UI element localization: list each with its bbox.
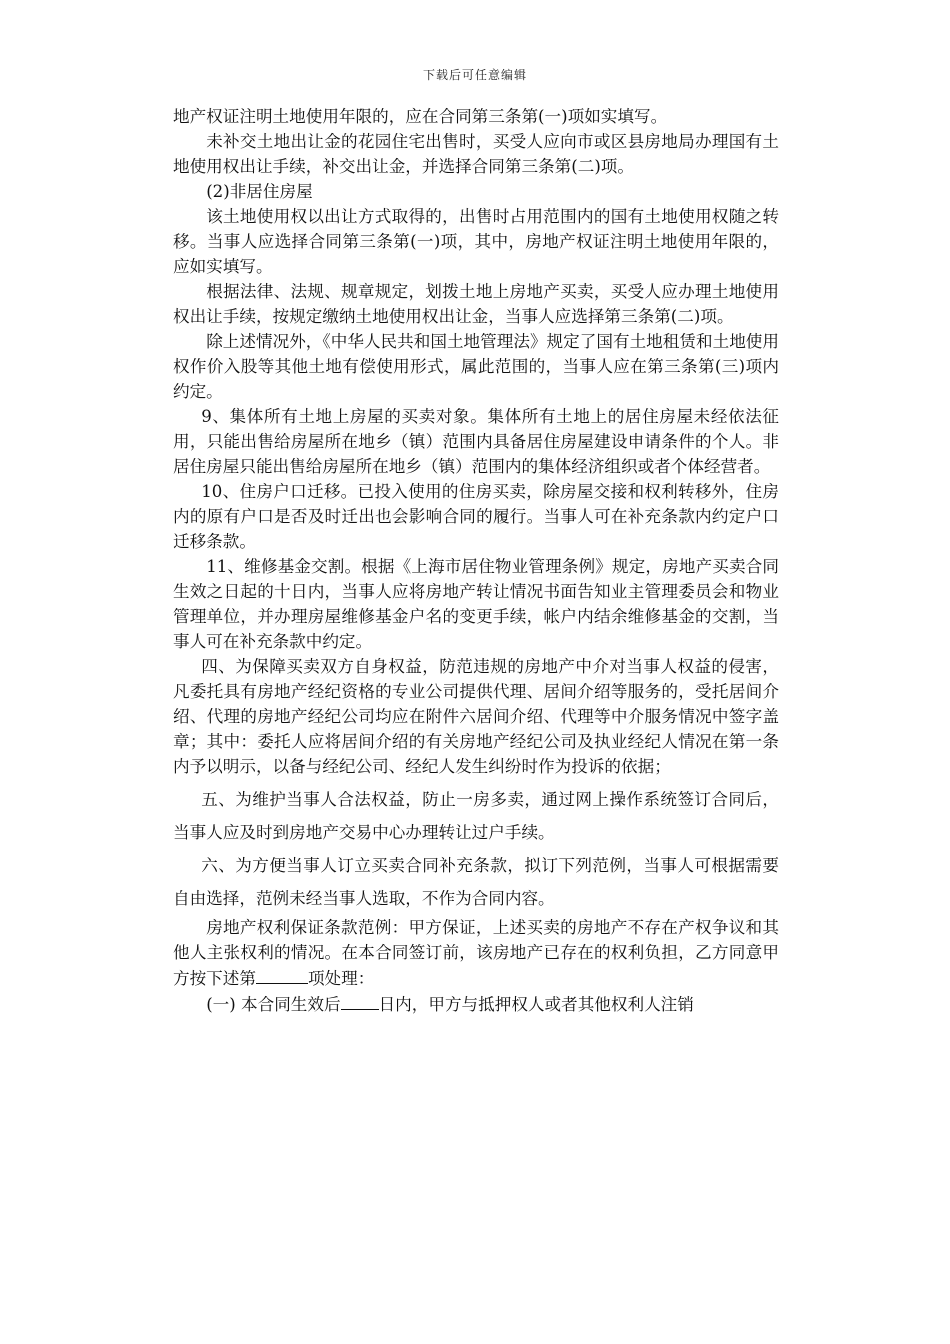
paragraph-11: 五、为维护当事人合法权益，防止一房多卖，通过网上操作系统签订合同后，当事人应及时到房地产交易中心办理转让过户手续。 — [173, 790, 779, 842]
paragraph-8: 10、住房户口迁移。已投入使用的住房买卖，除房屋交接和权利转移外，住房内的原有户口是否及时迁出也会影响合同的履行。当事人可在补充条款内约定户口迁移条款。 — [173, 482, 779, 551]
clause-item-1 — [173, 991, 779, 1017]
paragraph-12: 六、为方便当事人订立买卖合同补充条款，拟订下列范例，当事人可根据需要自由选择，范例未经当事人选取，不作为合同内容。 — [173, 856, 779, 908]
item-text: (一) 本合同生效后 — [206, 995, 341, 1014]
clause-example — [173, 915, 779, 991]
paragraph-2: 未补交土地出让金的花园住宅出售时，买受人应向市或区县房地局办理国有土地使用权出让手续，补交出让金，并选择合同第三条第(二)项。 — [173, 132, 779, 176]
item-text-end: 日内，甲方与抵押权人或者其他权利人注销 — [378, 995, 694, 1014]
document-body — [173, 104, 779, 1017]
paragraph-7: 9、集体所有土地上房屋的买卖对象。集体所有土地上的居住房屋未经依法征用，只能出售给房屋所在地乡（镇）范围内具备居住房屋建设申请条件的个人。非居住房屋只能出售给房屋所在地乡（镇）范围内的集体经济组织或者个体经营者。 — [173, 407, 779, 476]
page-header: 下载后可任意编辑 — [422, 68, 527, 82]
clause-blank — [256, 965, 308, 984]
clause-text: 房地产权利保证条款范例：甲方保证，上述买卖的房地产不存在产权争议和其他人主张权利的情况。在本合同签订前，该房地产已存在的权利负担，乙方同意甲方按下述第 — [173, 918, 779, 988]
paragraph-3: (2)非居住房屋 — [206, 182, 313, 201]
paragraph-9: 11、维修基金交割。根据《上海市居住物业管理条例》规定，房地产买卖合同生效之日起的十日内，当事人应将房地产转让情况书面告知业主管理委员会和物业管理单位，并办理房屋维修基金户名的变更手续，帐户内结余维修基金的交割，当事人可在补充条款中约定。 — [173, 557, 779, 651]
paragraph-6: 除上述情况外，《中华人民共和国土地管理法》规定了国有土地租赁和土地使用权作价入股等其他土地有偿使用形式，属此范围的，当事人应在第三条第(三)项内约定。 — [173, 332, 779, 401]
paragraph-5: 根据法律、法规、规章规定，划拨土地上房地产买卖，买受人应办理土地使用权出让手续，按规定缴纳土地使用权出让金，当事人应选择第三条第(二)项。 — [173, 282, 779, 326]
paragraph-4: 该土地使用权以出让方式取得的，出售时占用范围内的国有土地使用权随之转移。当事人应选择合同第三条第(一)项，其中，房地产权证注明土地使用年限的，应如实填写。 — [173, 207, 779, 276]
days-blank — [341, 991, 379, 1010]
paragraph-10: 四、为保障买卖双方自身权益，防范违规的房地产中介对当事人权益的侵害，凡委托具有房地产经纪资格的专业公司提供代理、居间介绍等服务的，受托居间介绍、代理的房地产经纪公司均应在附件六居间介绍、代理等中介服务情况中签字盖章；其中：委托人应将居间介绍的有关房地产经纪公司及执业经纪人情况在第一条内予以明示，以备与经纪公司、经纪人发生纠纷时作为投诉的依据； — [173, 657, 779, 776]
clause-text-end: 项处理： — [307, 969, 375, 988]
paragraph-1: 地产权证注明土地使用年限的，应在合同第三条第(一)项如实填写。 — [173, 107, 668, 126]
